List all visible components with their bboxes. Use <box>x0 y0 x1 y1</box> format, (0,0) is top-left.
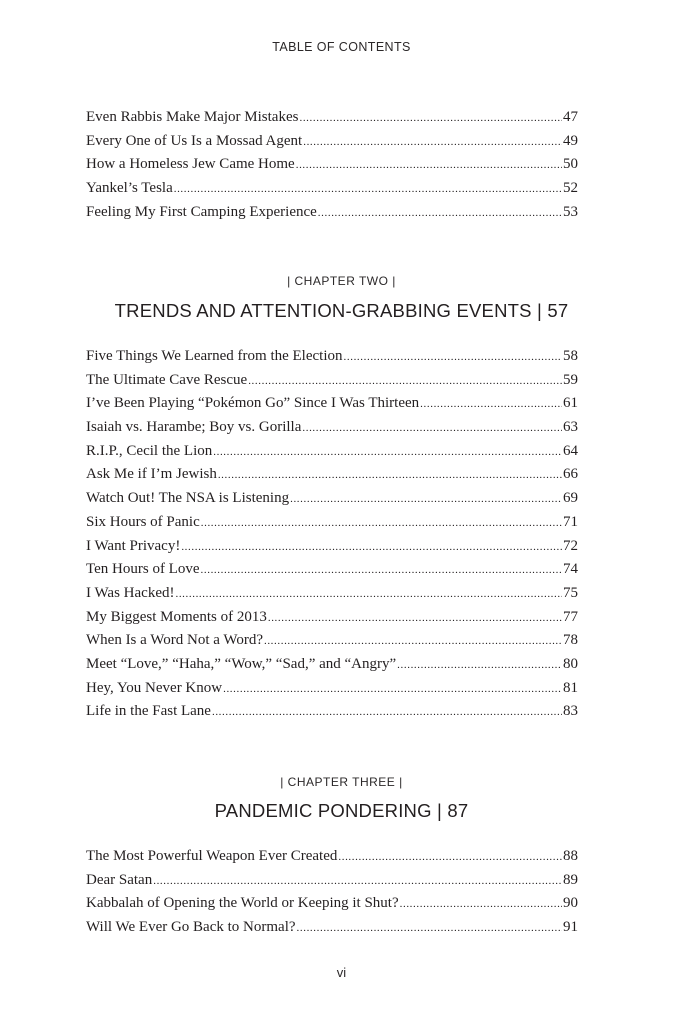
entry-page: 80 <box>563 655 578 672</box>
toc-entry[interactable] <box>86 443 578 467</box>
dot-leader <box>338 851 562 863</box>
entry-page: 69 <box>563 490 578 507</box>
dot-leader <box>248 375 562 387</box>
entry-title: Ask Me if I’m Jewish <box>86 466 217 483</box>
entry-page: 66 <box>563 466 578 483</box>
dot-leader <box>290 493 562 505</box>
entry-page: 47 <box>563 109 578 125</box>
toc-entry[interactable] <box>86 538 578 562</box>
entry-title: When Is a Word Not a Word? <box>86 632 263 649</box>
entry-title: Ten Hours of Love <box>86 561 200 578</box>
entry-title: Yankel’s Tesla <box>86 180 173 197</box>
entry-title: Even Rabbis Make Major Mistakes <box>86 109 299 125</box>
dot-leader <box>318 207 562 219</box>
toc-entry[interactable] <box>86 514 578 538</box>
toc-entry[interactable] <box>86 919 578 943</box>
entry-title: How a Homeless Jew Came Home <box>86 156 295 173</box>
entry-page: 89 <box>563 871 578 888</box>
entry-title: I’ve Been Playing “Pokémon Go” Since I Was Thirteen <box>86 395 420 412</box>
dot-leader <box>303 136 562 148</box>
toc-entry[interactable] <box>86 872 578 896</box>
entry-title: Will We Ever Go Back to Normal? <box>86 919 296 936</box>
chapter-two-label: | CHAPTER TWO | <box>287 274 396 288</box>
toc-entry[interactable] <box>86 680 578 704</box>
entry-title: Isaiah vs. Harambe; Boy vs. Gorilla <box>86 419 302 436</box>
entry-title: Dear Satan <box>86 871 153 888</box>
running-head: TABLE OF CONTENTS <box>272 40 411 54</box>
entry-title: R.I.P., Cecil the Lion <box>86 442 213 459</box>
entry-page: 71 <box>563 513 578 530</box>
toc-entry[interactable] <box>86 895 578 919</box>
toc-list-chapter-three <box>86 848 578 943</box>
dot-leader <box>213 446 562 458</box>
entry-page: 88 <box>563 848 578 864</box>
entry-page: 75 <box>563 584 578 601</box>
chapter-two-title[interactable]: TRENDS AND ATTENTION-GRABBING EVENTS | 57 <box>114 300 569 321</box>
entry-title: Five Things We Learned from the Election <box>86 348 343 364</box>
dot-leader <box>397 659 562 671</box>
toc-entry[interactable] <box>86 204 578 228</box>
entry-title: I Want Privacy! <box>86 537 181 554</box>
dot-leader <box>153 875 562 887</box>
dot-leader <box>201 564 562 576</box>
entry-page: 83 <box>563 703 578 720</box>
dot-leader <box>268 612 562 624</box>
entry-page: 64 <box>563 442 578 459</box>
entry-page: 78 <box>563 632 578 649</box>
entry-title: Every One of Us Is a Mossad Agent <box>86 132 303 149</box>
dot-leader <box>344 351 562 363</box>
entry-title: I Was Hacked! <box>86 584 175 601</box>
entry-page: 59 <box>563 371 578 388</box>
entry-page: 74 <box>563 561 578 578</box>
dot-leader <box>302 422 562 434</box>
toc-entry[interactable] <box>86 180 578 204</box>
entry-page: 50 <box>563 156 578 173</box>
entry-title: Six Hours of Panic <box>86 513 200 530</box>
dot-leader <box>297 922 562 934</box>
dot-leader <box>420 398 562 410</box>
toc-entry[interactable] <box>86 348 578 372</box>
entry-page: 53 <box>563 203 578 220</box>
dot-leader <box>212 706 562 718</box>
toc-entry[interactable] <box>86 848 578 872</box>
chapter-three-label: | CHAPTER THREE | <box>280 775 403 789</box>
entry-page: 63 <box>563 419 578 436</box>
entry-title: Meet “Love,” “Haha,” “Wow,” “Sad,” and “Angry” <box>86 655 397 672</box>
dot-leader <box>400 898 562 910</box>
entry-page: 61 <box>563 395 578 412</box>
entry-title: My Biggest Moments of 2013 <box>86 608 267 625</box>
entry-page: 52 <box>563 180 578 197</box>
toc-entry[interactable] <box>86 609 578 633</box>
entry-title: Life in the Fast Lane <box>86 703 211 720</box>
toc-entry[interactable] <box>86 109 578 133</box>
chapter-three-title[interactable]: PANDEMIC PONDERING | 87 <box>214 800 469 821</box>
toc-entry[interactable] <box>86 466 578 490</box>
toc-entry[interactable] <box>86 561 578 585</box>
dot-leader <box>175 588 562 600</box>
entry-title: Hey, You Never Know <box>86 679 223 696</box>
toc-list-chapter-two <box>86 348 578 727</box>
dot-leader <box>296 159 562 171</box>
dot-leader <box>201 517 562 529</box>
dot-leader <box>181 541 562 553</box>
toc-entry[interactable] <box>86 656 578 680</box>
entry-page: 49 <box>563 132 578 149</box>
toc-entry[interactable] <box>86 703 578 727</box>
entry-title: Kabbalah of Opening the World or Keeping it Shut? <box>86 895 399 912</box>
toc-entry[interactable] <box>86 395 578 419</box>
entry-title: Watch Out! The NSA is Listening <box>86 490 290 507</box>
dot-leader <box>264 635 562 647</box>
toc-entry[interactable] <box>86 490 578 514</box>
dot-leader <box>223 683 562 695</box>
entry-page: 91 <box>563 919 578 936</box>
toc-entry[interactable] <box>86 156 578 180</box>
entry-title: The Ultimate Cave Rescue <box>86 371 248 388</box>
entry-page: 77 <box>563 608 578 625</box>
toc-entry[interactable] <box>86 419 578 443</box>
toc-entry[interactable] <box>86 632 578 656</box>
entry-title: The Most Powerful Weapon Ever Created <box>86 848 338 864</box>
toc-entry[interactable] <box>86 585 578 609</box>
dot-leader <box>174 183 562 195</box>
dot-leader <box>218 469 562 481</box>
entry-page: 58 <box>563 348 578 364</box>
toc-entry[interactable] <box>86 133 578 157</box>
entry-page: 72 <box>563 537 578 554</box>
toc-entry[interactable] <box>86 372 578 396</box>
entry-title: Feeling My First Camping Experience <box>86 203 317 220</box>
dot-leader <box>299 112 562 124</box>
toc-list-intro <box>86 109 578 227</box>
page-number: vi <box>336 965 347 980</box>
entry-page: 90 <box>563 895 578 912</box>
entry-page: 81 <box>563 679 578 696</box>
